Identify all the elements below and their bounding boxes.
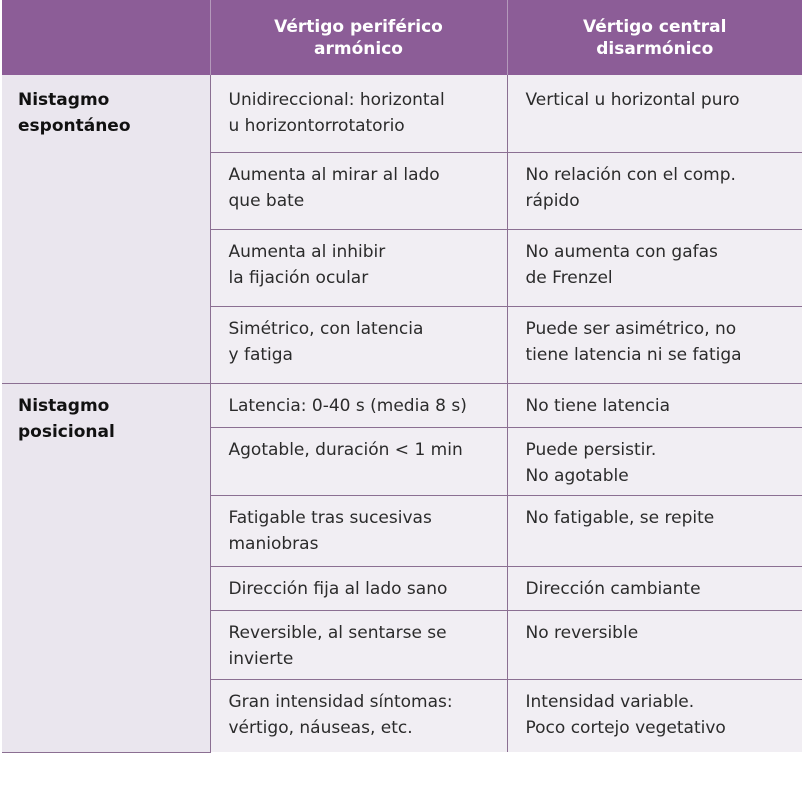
header-row: [2, 0, 802, 75]
central-cell: Vertical u horizontal puro: [507, 75, 802, 152]
central-cell: Intensidad variable. Poco cortejo vegetativo: [507, 679, 802, 752]
peripheral-cell: Aumenta al inhibir la fijación ocular: [210, 229, 507, 306]
group-label-spontaneous: Nistagmo espontáneo: [2, 75, 210, 383]
peripheral-cell: Agotable, duración < 1 min: [210, 427, 507, 495]
peripheral-cell: Unidireccional: horizontal u horizontorrotatorio: [210, 75, 507, 152]
central-cell: Dirección cambiante: [507, 566, 802, 610]
header-corner-cell: [2, 0, 210, 75]
peripheral-cell: Dirección fija al lado sano: [210, 566, 507, 610]
group-label-positional: Nistagmo posicional: [2, 383, 210, 752]
peripheral-cell: Simétrico, con latencia y fatiga: [210, 306, 507, 383]
peripheral-cell: Reversible, al sentarse se invierte: [210, 610, 507, 679]
header-central-vertigo: Vértigo central disarmónico: [507, 0, 802, 75]
central-cell: No tiene latencia: [507, 383, 802, 427]
central-cell: No reversible: [507, 610, 802, 679]
table-row: [2, 383, 802, 427]
table-body: [2, 75, 802, 752]
central-cell: Puede ser asimétrico, no tiene latencia ni se fatiga: [507, 306, 802, 383]
peripheral-cell: Gran intensidad síntomas: vértigo, náuseas, etc.: [210, 679, 507, 752]
header-peripheral-vertigo: Vértigo periférico armónico: [210, 0, 507, 75]
peripheral-cell: Latencia: 0-40 s (media 8 s): [210, 383, 507, 427]
peripheral-cell: Aumenta al mirar al lado que bate: [210, 152, 507, 229]
central-cell: No relación con el comp. rápido: [507, 152, 802, 229]
central-cell: No aumenta con gafas de Frenzel: [507, 229, 802, 306]
vertigo-comparison-table: [2, 0, 802, 753]
peripheral-cell: Fatigable tras sucesivas maniobras: [210, 495, 507, 566]
central-cell: No fatigable, se repite: [507, 495, 802, 566]
table-header: [2, 0, 802, 75]
table-row: [2, 75, 802, 152]
central-cell: Puede persistir. No agotable: [507, 427, 802, 495]
